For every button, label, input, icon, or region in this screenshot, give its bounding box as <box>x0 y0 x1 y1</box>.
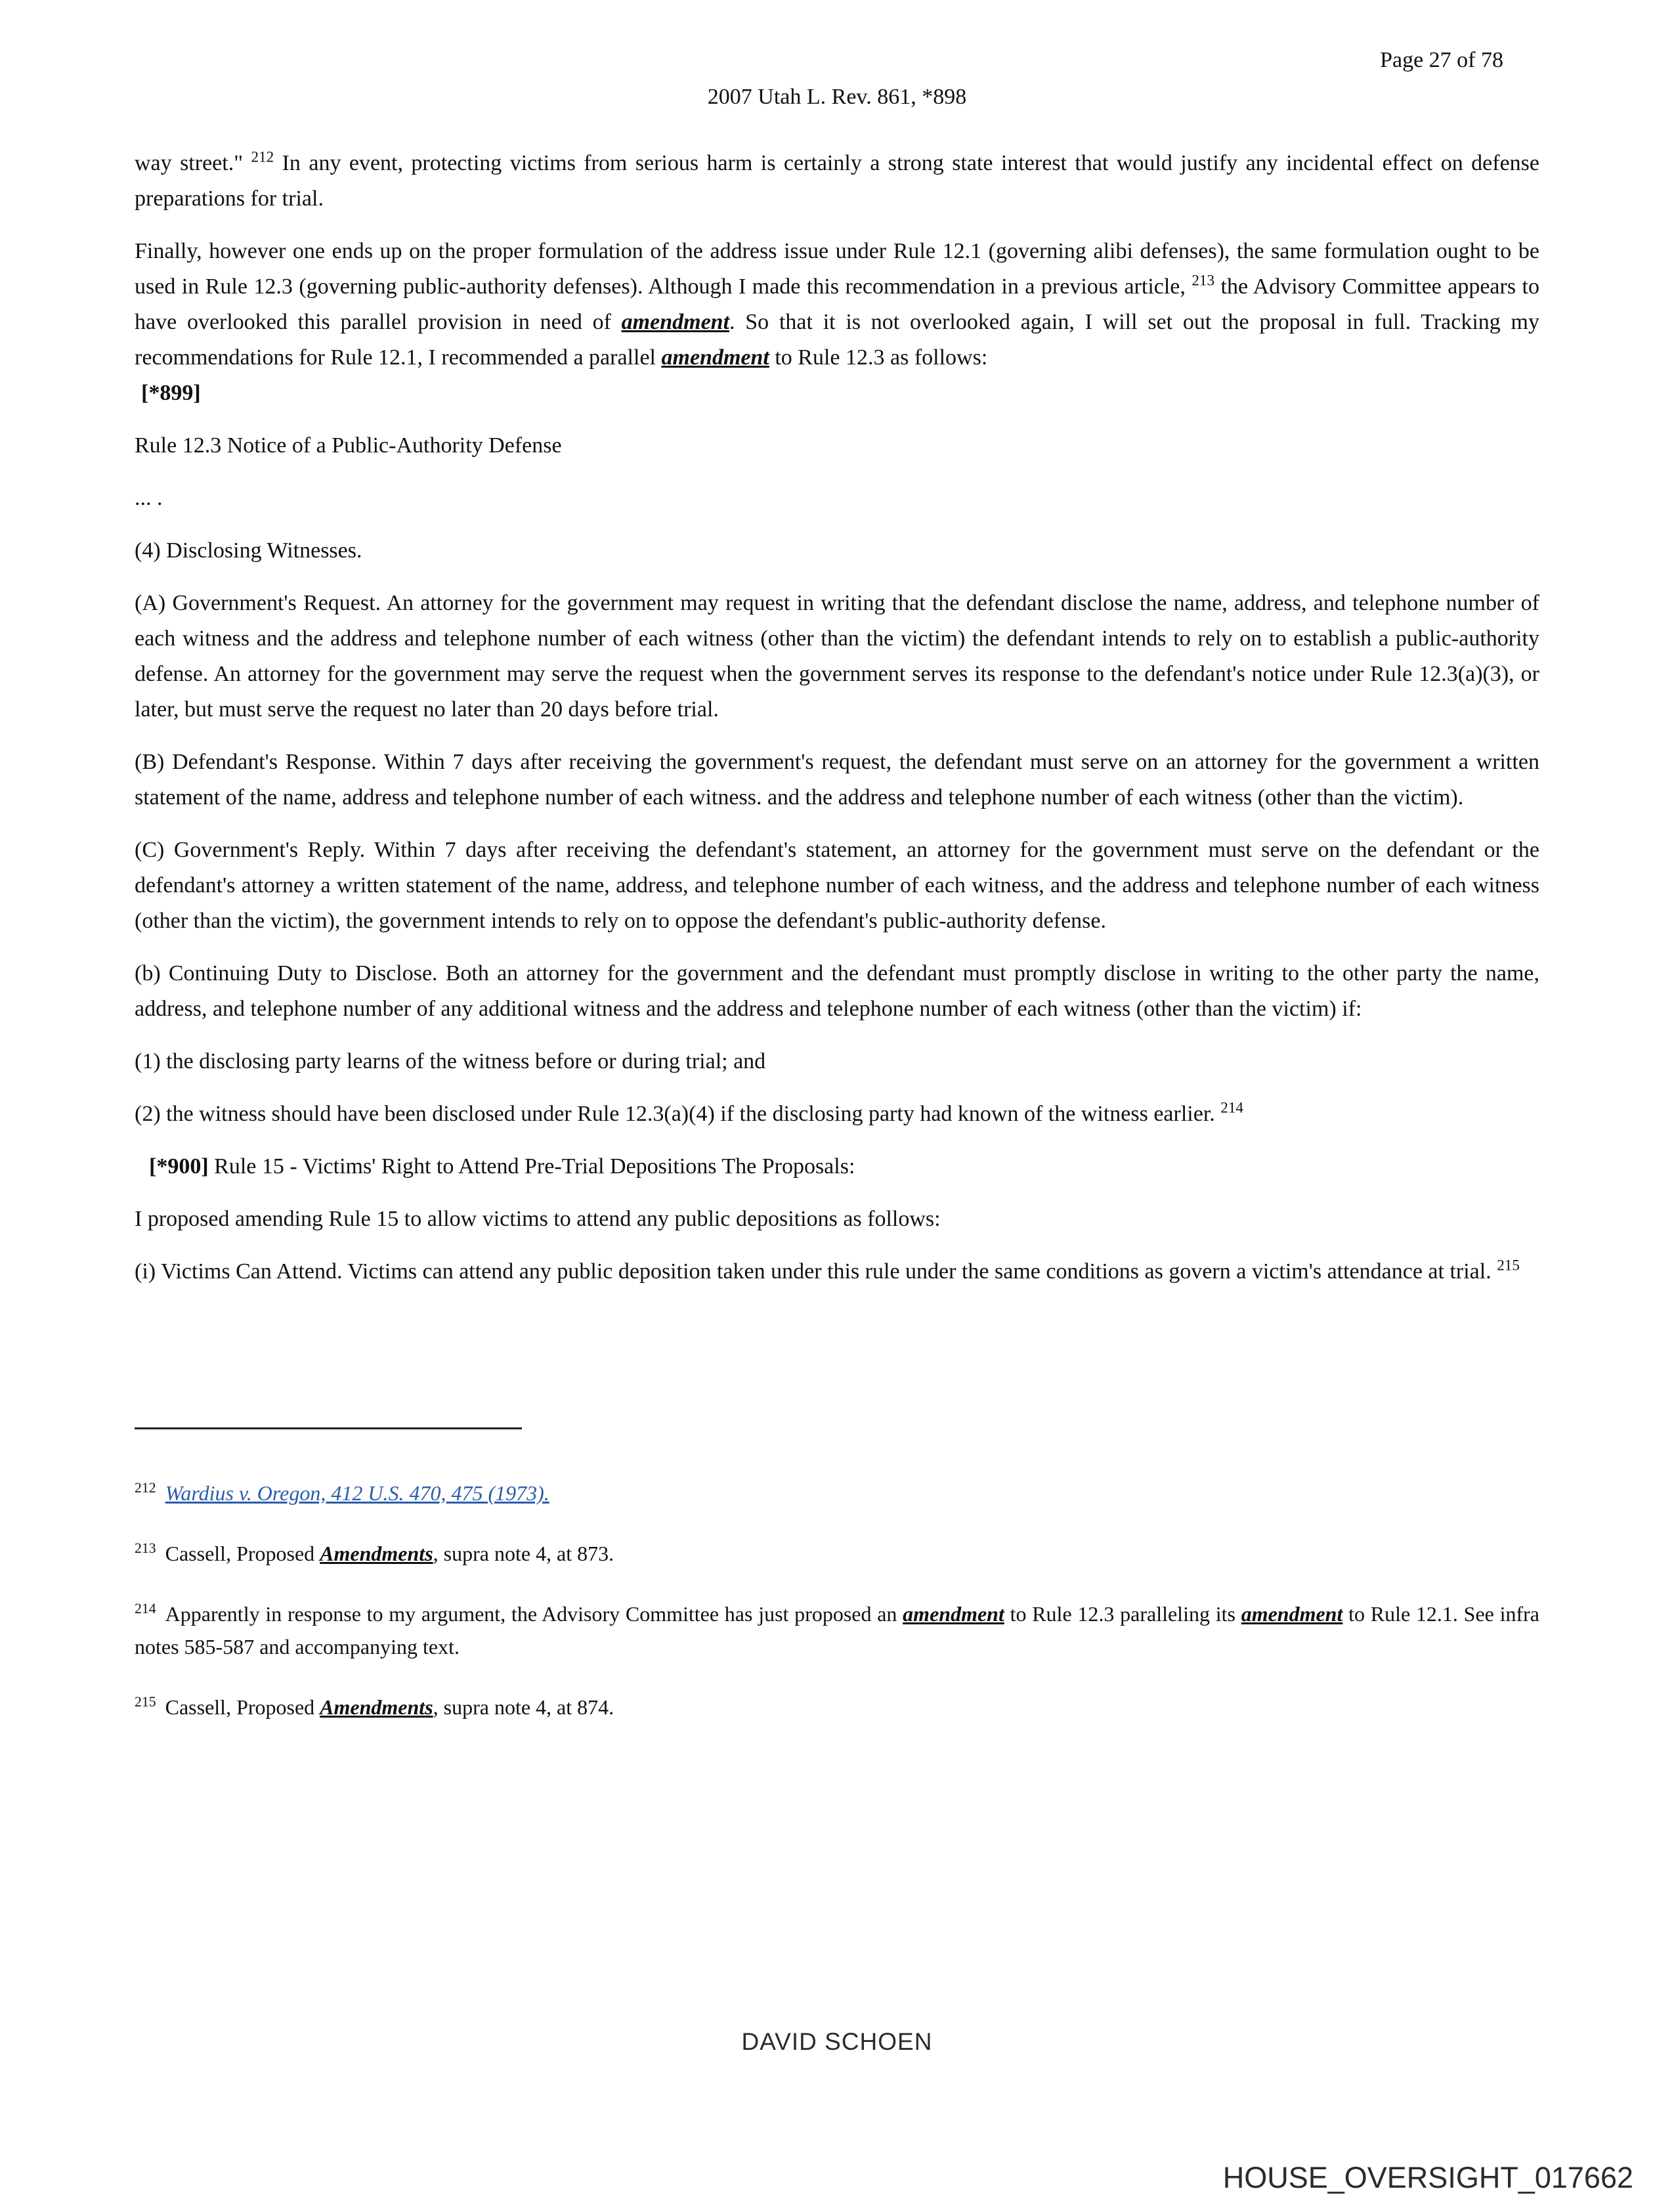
footnote <box>135 1537 1539 1570</box>
text-segment: , supra note 4, at 873. <box>433 1542 614 1565</box>
footnote-number: 215 <box>135 1694 156 1710</box>
text-segment: amendment <box>661 345 769 370</box>
paragraph <box>135 956 1539 1027</box>
text-segment: In any event, protecting victims from serious harm is certainly a strong state interest that would justify any incidental effect on defense preparations for trial. <box>135 151 1539 211</box>
paragraph <box>135 376 1539 411</box>
paragraph <box>135 745 1539 815</box>
text-segment: (1) the disclosing party learns of the witness before or during trial; and <box>135 1049 766 1073</box>
paragraph <box>135 1096 1539 1132</box>
paragraph <box>135 234 1539 376</box>
text-segment: (b) Continuing Duty to Disclose. Both an attorney for the government and the defendant must promptly disclose in writing to the other party the name, address, and telephone number of any additional witness and the address and telephone number of each witness (other than the victim) if: <box>135 961 1539 1021</box>
case-citation-link[interactable]: Wardius v. Oregon, 412 U.S. 470, 475 (1973). <box>165 1481 549 1505</box>
text-segment: I proposed amending Rule 15 to allow victims to attend any public depositions as follows: <box>135 1207 941 1231</box>
text-segment: way street." <box>135 151 251 175</box>
document-citation: 2007 Utah L. Rev. 861, *898 <box>707 85 967 109</box>
text-segment: Apparently in response to my argument, the Advisory Committee has just proposed an <box>165 1602 903 1626</box>
text-segment: to Rule 12.3 as follows: <box>769 345 988 370</box>
paragraph <box>135 1044 1539 1079</box>
text-segment: ... . <box>135 486 163 510</box>
footnote <box>135 1597 1539 1663</box>
text-segment: (C) Government's Reply. Within 7 days after receiving the defendant's statement, an attorney for the government must serve on the defendant or the defendant's attorney a written statement of the name, address, and telephone number of each witness, and the address and telephone number of each witness (other than the victim), the government intends to rely on to oppose the defendant's public-authority defense. <box>135 838 1539 933</box>
footnotes <box>135 1477 1539 1724</box>
footnote-number: 212 <box>135 1480 156 1496</box>
text-segment: Amendments <box>320 1695 433 1719</box>
text-segment: to Rule 12.1. See infra notes 585-587 and accompanying text. <box>135 1602 1540 1659</box>
text-segment: amendment <box>1241 1602 1343 1626</box>
text-segment: (A) Government's Request. An attorney for the government may request in writing that the defendant disclose the name, address, and telephone number of each witness and the address and telephone number of each witness (other than the victim) the defendant intends to rely on to establish a public-authority defense. An attorney for the government may serve the request when the government serves its response to the defendant's notice under Rule 12.3(a)(3), or later, but must serve the request no later than 20 days before trial. <box>135 591 1539 722</box>
footnote-reference: 213 <box>1191 272 1215 290</box>
text-segment: (i) Victims Can Attend. Victims can attend any public deposition taken under this rule under the same conditions as govern a victim's attendance at trial. <box>135 1259 1497 1284</box>
paragraph <box>135 1202 1539 1237</box>
footnote-reference: 215 <box>1497 1257 1520 1274</box>
text-segment: Amendments <box>320 1542 433 1565</box>
footnote-reference: 214 <box>1220 1099 1243 1117</box>
footnote-number: 214 <box>135 1601 156 1617</box>
paragraph <box>135 1254 1539 1290</box>
paragraph <box>135 586 1539 727</box>
text-segment: amendment <box>621 310 730 334</box>
text-segment: Cassell, Proposed <box>165 1542 320 1565</box>
footnote-separator <box>135 1427 522 1429</box>
footnote <box>135 1691 1539 1724</box>
paragraph <box>135 833 1539 939</box>
paragraph <box>135 533 1539 569</box>
paragraph <box>135 481 1539 516</box>
bates-number: HOUSE_OVERSIGHT_017662 <box>1222 2161 1633 2194</box>
text-segment: [*900] <box>149 1154 209 1179</box>
text-segment: Cassell, Proposed <box>165 1695 320 1719</box>
document-body <box>135 146 1539 1290</box>
text-segment: , supra note 4, at 874. <box>433 1695 614 1719</box>
text-segment: to Rule 12.3 paralleling its <box>1004 1602 1241 1626</box>
paragraph <box>135 146 1539 217</box>
paragraph <box>135 1149 1539 1184</box>
text-segment: [*899] <box>141 381 201 405</box>
page-indicator: Page 27 of 78 <box>1380 48 1503 72</box>
text-segment: (B) Defendant's Response. Within 7 days after receiving the government's request, the defendant must serve on an attorney for the government a written statement of the name, address and telephone number of each witness. and the address and telephone number of each witness (other than the victim). <box>135 750 1539 810</box>
footnote <box>135 1477 1539 1509</box>
text-segment: (4) Disclosing Witnesses. <box>135 538 362 563</box>
author-name: DAVID SCHOEN <box>741 2028 933 2055</box>
footnote-reference: 212 <box>251 148 274 166</box>
paragraph <box>135 428 1539 464</box>
text-segment: the Advisory Committee appears to have overlooked this parallel provision in need of <box>135 274 1539 334</box>
text-segment: . So that it is not overlooked again, I will set out the proposal in full. Tracking my recommendations for Rule 12.1, I recommended a parallel <box>135 310 1539 370</box>
text-segment: Finally, however one ends up on the proper formulation of the address issue under Rule 12.1 (governing alibi defenses), the same formulation ought to be used in Rule 12.3 (governing public-authority defenses). Although I made this recommendation in a previous article, <box>135 239 1539 299</box>
footnote-number: 213 <box>135 1540 156 1557</box>
text-segment: Rule 15 - Victims' Right to Attend Pre-Trial Depositions The Proposals: <box>208 1154 855 1179</box>
text-segment: (2) the witness should have been disclosed under Rule 12.3(a)(4) if the disclosing party had known of the witness earlier. <box>135 1102 1221 1126</box>
text-segment: amendment <box>903 1602 1004 1626</box>
text-segment: Rule 12.3 Notice of a Public-Authority Defense <box>135 433 562 458</box>
